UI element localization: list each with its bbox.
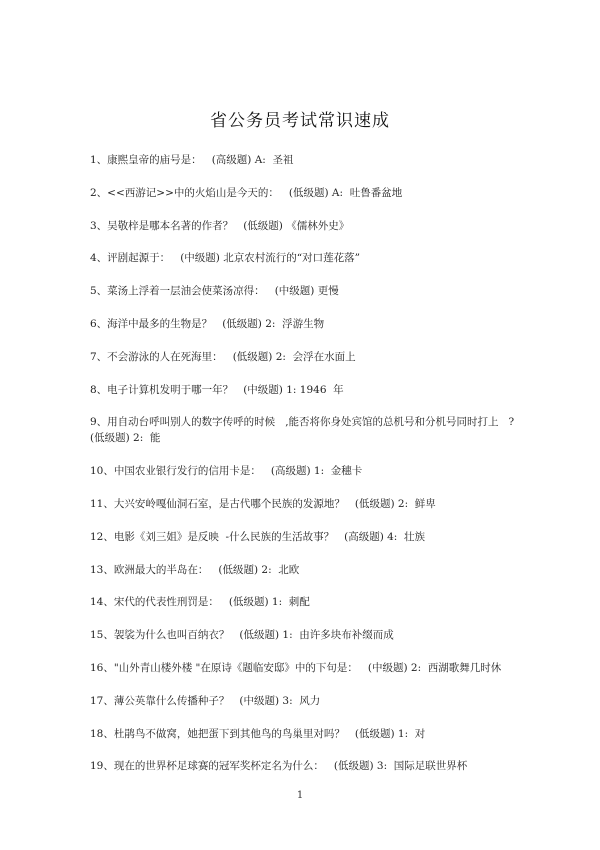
list-item: 2、<<西游记>>中的火焰山是今天的： (低级题) A: 吐鲁番盆地	[90, 186, 403, 199]
list-item: 10、中国农业银行发行的信用卡是： (高级题) 1: 金穗卡	[90, 465, 363, 478]
list-item: 11、大兴安岭嘎仙洞石室，是古代哪个民族的发源地？ (低级题) 2: 鲜卑	[90, 497, 436, 510]
list-item: 5、菜汤上浮着一层油会使菜汤凉得： (中级题) 更慢	[90, 285, 339, 298]
list-item: 18、杜鹃鸟不做窝，她把蛋下到其他鸟的鸟巢里对吗？ (低级题) 1: 对	[90, 727, 426, 740]
list-item: 19、现在的世界杯足球赛的冠军奖杯定名为什么： (低级题) 3: 国际足联世界杯	[90, 760, 468, 773]
question-list	[90, 152, 530, 791]
list-item: 15、袈裟为什么也叫百纳衣？ (低级题) 1: 由许多块布补缀而成	[90, 629, 394, 642]
list-item: 7、不会游泳的人在死海里： (低级题) 2: 会浮在水面上	[90, 350, 356, 363]
list-item: 16、"山外青山楼外楼 "在原诗《题临安邸》中的下句是： (中级题) 2: 西湖歌舞几时休	[90, 661, 502, 674]
list-item: 4、评剧起源于： (中级题) 北京农村流行的“对口莲花落”	[90, 252, 360, 265]
list-item: 14、宋代的代表性刑罚是： (低级题) 1: 刺配	[90, 596, 310, 609]
page-number: 1	[296, 790, 304, 801]
page-title: 省公务员考试常识速成	[210, 111, 390, 131]
list-item: 12、电影《刘三姐》是反映 -什么民族的生活故事？ (高级题) 4: 壮族	[90, 530, 426, 543]
list-item: 6、海洋中最多的生物是？ (低级题) 2: 浮游生物	[90, 317, 325, 330]
list-item: 3、吴敬梓是哪本名著的作者？ (低级题) 《儒林外史》	[90, 219, 350, 232]
list-item: 1、康熙皇帝的庙号是： (高级题) A: 圣祖	[90, 154, 294, 166]
list-item: 8、电子计算机发明于哪一年？ (中级题) 1: 1946 年	[90, 383, 344, 396]
list-item: 17、薄公英靠什么传播种子？ (中级题) 3: 风力	[90, 694, 321, 707]
list-item: 9、用自动台呼叫别人的数字传呼的时候 ,能否将你身处宾馆的总机号和分机号同时打上 ? (低级题) 2: 能	[90, 416, 518, 445]
list-item: 13、欧洲最大的半岛在： (低级题) 2: 北欧	[90, 563, 300, 576]
